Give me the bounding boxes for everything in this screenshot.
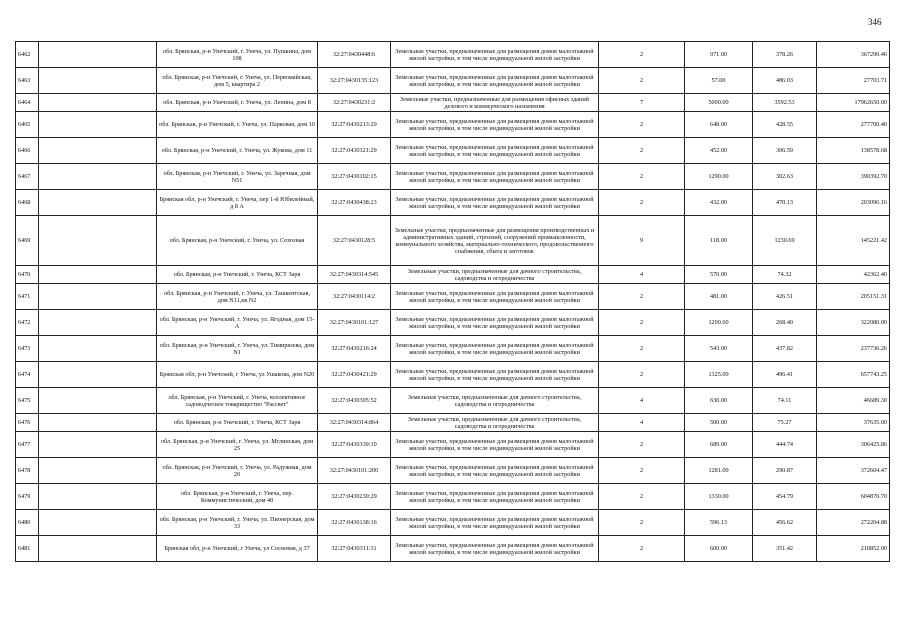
row-cadastral-number: 32:27:0430101:127: [318, 310, 391, 336]
row-cadastral-value: 372604.47: [817, 458, 890, 484]
table-row: [16, 68, 890, 94]
row-cadastral-value: 277700.40: [817, 112, 890, 138]
table-row: [16, 536, 890, 562]
row-blank-cell: [39, 112, 157, 138]
row-land-use: Земельные участки, предназначенные для размещения домов малоэтажной жилой застройки, в том числе индивидуальной жилой застройки: [391, 362, 599, 388]
row-specific-value: 306.59: [753, 138, 817, 164]
row-area: 1325.00: [685, 362, 753, 388]
row-land-use: Земельные участки, предназначенные для размещения домов малоэтажной жилой застройки, в том числе индивидуальной жилой застройки: [391, 536, 599, 562]
row-area: 543.00: [685, 336, 753, 362]
row-blank-cell: [39, 164, 157, 190]
row-address: обл. Брянская, р-н Унечский, г. Унеча, ул. Парковая, дом 10: [157, 112, 318, 138]
row-specific-value: 378.26: [753, 42, 817, 68]
table-row: [16, 414, 890, 432]
row-cadastral-value: 46689.30: [817, 388, 890, 414]
row-use-group: 2: [599, 484, 685, 510]
row-area: 500.00: [685, 414, 753, 432]
row-use-group: 2: [599, 432, 685, 458]
row-area: 1200.00: [685, 310, 753, 336]
table-row: [16, 266, 890, 284]
row-land-use: Земельные участки, предназначенные для размещения домов малоэтажной жилой застройки, в том числе индивидуальной жилой застройки: [391, 42, 599, 68]
table-row: [16, 216, 890, 266]
row-cadastral-value: 27703.71: [817, 68, 890, 94]
row-cadastral-value: 657743.25: [817, 362, 890, 388]
row-address: обл. Брянская, р-н Унечский, г. Унеча, ул. Ленина, дом 8: [157, 94, 318, 112]
row-address: обл. Брянская, р-н Унечский, г. Унеча, КСТ Заря: [157, 266, 318, 284]
row-use-group: 2: [599, 138, 685, 164]
row-area: 1330.00: [685, 484, 753, 510]
row-cadastral-number: 32:27:0430128:5: [318, 216, 391, 266]
row-area: 689.00: [685, 432, 753, 458]
row-specific-value: 428.55: [753, 112, 817, 138]
row-use-group: 7: [599, 94, 685, 112]
row-cadastral-value: 322080.00: [817, 310, 890, 336]
row-cadastral-number: 32:27:0430216:24: [318, 336, 391, 362]
row-land-use: Земельные участки, предназначенные для дачного строительства, садоводства и огородничества: [391, 388, 599, 414]
row-number: 6468: [16, 190, 39, 216]
row-cadastral-value: 237736.26: [817, 336, 890, 362]
table-row: [16, 362, 890, 388]
table-row: [16, 484, 890, 510]
row-cadastral-number: 32:27:0430305:52: [318, 388, 391, 414]
row-cadastral-number: 32:27:0430438:23: [318, 190, 391, 216]
row-cadastral-value: 138578.68: [817, 138, 890, 164]
row-use-group: 2: [599, 362, 685, 388]
table-row: [16, 164, 890, 190]
row-number: 6466: [16, 138, 39, 164]
row-area: 596.13: [685, 510, 753, 536]
row-area: 600.00: [685, 536, 753, 562]
row-land-use: Земельные участки, предназначенные для размещения производственных и административных зданий, строений, сооружений промышленности, коммунального хозяйства, материально-технического, продовольственного снабжения, сбыта и заготовок: [391, 216, 599, 266]
row-cadastral-number: 32:27:0430321:29: [318, 138, 391, 164]
row-area: 630.00: [685, 388, 753, 414]
row-land-use: Земельные участки, предназначенные для размещения домов малоэтажной жилой застройки, в том числе индивидуальной жилой застройки: [391, 510, 599, 536]
row-cadastral-number: 32:27:0430213:29: [318, 112, 391, 138]
row-address: обл. Брянская, р-н Унечский, г. Унеча, ул. Жукова, дом 11: [157, 138, 318, 164]
row-number: 6463: [16, 68, 39, 94]
row-specific-value: 74.11: [753, 388, 817, 414]
row-area: 5000.00: [685, 94, 753, 112]
row-number: 6464: [16, 94, 39, 112]
row-use-group: 4: [599, 266, 685, 284]
row-blank-cell: [39, 458, 157, 484]
row-blank-cell: [39, 310, 157, 336]
row-use-group: 2: [599, 310, 685, 336]
row-address: обл. Брянская, р-н Унечский, г. Унеча, ул. Пушкина, дом 108: [157, 42, 318, 68]
row-cadastral-value: 17962650.00: [817, 94, 890, 112]
table-row: [16, 458, 890, 484]
row-area: 570.00: [685, 266, 753, 284]
row-cadastral-number: 32:27:0430314:864: [318, 414, 391, 432]
row-number: 6462: [16, 42, 39, 68]
row-specific-value: 302.63: [753, 164, 817, 190]
row-number: 6473: [16, 336, 39, 362]
row-number: 6477: [16, 432, 39, 458]
row-cadastral-value: 367290.46: [817, 42, 890, 68]
row-cadastral-number: 32:27:0430230:29: [318, 484, 391, 510]
row-cadastral-number: 32:27:0430339:10: [318, 432, 391, 458]
row-specific-value: 456.62: [753, 510, 817, 536]
row-cadastral-value: 145221.42: [817, 216, 890, 266]
row-specific-value: 437.82: [753, 336, 817, 362]
row-land-use: Земельные участки, предназначенные для размещения домов малоэтажной жилой застройки, в том числе индивидуальной жилой застройки: [391, 432, 599, 458]
row-number: 6475: [16, 388, 39, 414]
table-row: [16, 432, 890, 458]
table-row: [16, 284, 890, 310]
row-blank-cell: [39, 362, 157, 388]
row-number: 6479: [16, 484, 39, 510]
row-address: обл. Брянская, р-н Унечский, г. Унеча, коллективное садоводческое товарищество "Рассвет": [157, 388, 318, 414]
row-use-group: 2: [599, 458, 685, 484]
row-use-group: 2: [599, 42, 685, 68]
row-area: 1290.00: [685, 164, 753, 190]
row-cadastral-number: 32:27:0430138:16: [318, 510, 391, 536]
row-blank-cell: [39, 414, 157, 432]
row-cadastral-number: 32:27:0430311:31: [318, 536, 391, 562]
row-number: 6467: [16, 164, 39, 190]
row-specific-value: 496.41: [753, 362, 817, 388]
row-area: 1281.00: [685, 458, 753, 484]
row-blank-cell: [39, 336, 157, 362]
row-cadastral-value: 205151.31: [817, 284, 890, 310]
row-number: 6471: [16, 284, 39, 310]
row-land-use: Земельные участки, предназначенные для дачного строительства, садоводства и огородничества: [391, 266, 599, 284]
row-area: 452.00: [685, 138, 753, 164]
row-cadastral-number: 32:27:0430102:15: [318, 164, 391, 190]
row-address: обл. Брянская, р-н Унечский, г. Унеча, ул. Тимирязева, дом N1: [157, 336, 318, 362]
table-row: [16, 336, 890, 362]
table-row: [16, 42, 890, 68]
row-specific-value: 1230.69: [753, 216, 817, 266]
row-blank-cell: [39, 536, 157, 562]
row-cadastral-number: 32:27:0430231:2: [318, 94, 391, 112]
row-blank-cell: [39, 388, 157, 414]
row-blank-cell: [39, 484, 157, 510]
row-use-group: 2: [599, 284, 685, 310]
table-body: [16, 42, 890, 562]
row-area: 118.00: [685, 216, 753, 266]
table-row: [16, 388, 890, 414]
row-cadastral-number: 32:27:0430114:2: [318, 284, 391, 310]
row-area: 971.00: [685, 42, 753, 68]
row-cadastral-number: 32:27:0430135:123: [318, 68, 391, 94]
row-use-group: 2: [599, 536, 685, 562]
row-number: 6474: [16, 362, 39, 388]
row-address: Брянская обл, р-н Унечский, г. Унеча, пер 1-й Юбилейный, д 8 А: [157, 190, 318, 216]
row-use-group: 2: [599, 336, 685, 362]
row-blank-cell: [39, 94, 157, 112]
row-cadastral-number: 32:27:0430101:200: [318, 458, 391, 484]
page-number: 346: [868, 17, 882, 27]
cadastral-value-table: [15, 41, 890, 562]
row-number: 6465: [16, 112, 39, 138]
row-cadastral-value: 210852.00: [817, 536, 890, 562]
row-specific-value: 290.87: [753, 458, 817, 484]
row-use-group: 9: [599, 216, 685, 266]
row-use-group: 2: [599, 112, 685, 138]
row-cadastral-value: 37635.00: [817, 414, 890, 432]
row-specific-value: 74.32: [753, 266, 817, 284]
row-address: обл. Брянская, р-н Унечский, г. Унеча, ул. Ягодная, дом 15-А: [157, 310, 318, 336]
row-land-use: Земельные участки, предназначенные для размещения домов малоэтажной жилой застройки, в том числе индивидуальной жилой застройки: [391, 484, 599, 510]
row-blank-cell: [39, 42, 157, 68]
row-use-group: 4: [599, 414, 685, 432]
row-land-use: Земельные участки, предназначенные для размещения домов малоэтажной жилой застройки, в том числе индивидуальной жилой застройки: [391, 190, 599, 216]
row-number: 6470: [16, 266, 39, 284]
row-area: 481.00: [685, 284, 753, 310]
row-blank-cell: [39, 510, 157, 536]
row-land-use: Земельные участки, предназначенные для размещения домов малоэтажной жилой застройки, в том числе индивидуальной жилой застройки: [391, 310, 599, 336]
row-cadastral-value: 604870.70: [817, 484, 890, 510]
row-use-group: 2: [599, 164, 685, 190]
row-land-use: Земельные участки, предназначенные для размещения домов малоэтажной жилой застройки, в том числе индивидуальной жилой застройки: [391, 284, 599, 310]
row-use-group: 2: [599, 190, 685, 216]
row-cadastral-value: 390392.70: [817, 164, 890, 190]
row-specific-value: 75.27: [753, 414, 817, 432]
row-address: Брянская обл, р-н Унечский, г Унеча, ул Ушакова, дом N20: [157, 362, 318, 388]
row-cadastral-number: 32:27:0430421:29: [318, 362, 391, 388]
row-number: 6469: [16, 216, 39, 266]
row-cadastral-number: 32:27:0430314:545: [318, 266, 391, 284]
row-specific-value: 454.79: [753, 484, 817, 510]
row-cadastral-value: 42362.40: [817, 266, 890, 284]
row-specific-value: 3592.53: [753, 94, 817, 112]
row-use-group: 2: [599, 510, 685, 536]
row-specific-value: 486.03: [753, 68, 817, 94]
row-address: обл. Брянская, р-н Унечский, г. Унеча, пер. Коммунистический, дом 40: [157, 484, 318, 510]
row-blank-cell: [39, 216, 157, 266]
row-land-use: Земельные участки, предназначенные для размещения домов малоэтажной жилой застройки, в том числе индивидуальной жилой застройки: [391, 68, 599, 94]
row-number: 6472: [16, 310, 39, 336]
row-blank-cell: [39, 190, 157, 216]
table-row: [16, 510, 890, 536]
row-area: 57.00: [685, 68, 753, 94]
row-number: 6478: [16, 458, 39, 484]
row-blank-cell: [39, 432, 157, 458]
row-cadastral-value: 272204.88: [817, 510, 890, 536]
row-land-use: Земельные участки, предназначенные для размещения домов малоэтажной жилой застройки, в том числе индивидуальной жилой застройки: [391, 336, 599, 362]
row-number: 6481: [16, 536, 39, 562]
row-specific-value: 426.51: [753, 284, 817, 310]
row-land-use: Земельные участки, предназначенные для дачного строительства, садоводства и огородничества: [391, 414, 599, 432]
row-blank-cell: [39, 284, 157, 310]
row-cadastral-value: 306425.86: [817, 432, 890, 458]
row-specific-value: 444.74: [753, 432, 817, 458]
table-row: [16, 94, 890, 112]
table-row: [16, 190, 890, 216]
row-address: обл. Брянская, р-н Унечский, г. Унеча, ул. Радужная, дом 20: [157, 458, 318, 484]
row-use-group: 2: [599, 68, 685, 94]
row-number: 6480: [16, 510, 39, 536]
row-area: 648.00: [685, 112, 753, 138]
row-address: обл. Брянская, р-н Унечский, г. Унеча, ул. Ташкентская, дом N11,кв.N2: [157, 284, 318, 310]
row-area: 432.00: [685, 190, 753, 216]
row-land-use: Земельные участки, предназначенные для размещения офисных зданий делового и коммерческого назначения: [391, 94, 599, 112]
row-specific-value: 351.42: [753, 536, 817, 562]
row-use-group: 4: [599, 388, 685, 414]
table-row: [16, 138, 890, 164]
row-land-use: Земельные участки, предназначенные для размещения домов малоэтажной жилой застройки, в том числе индивидуальной жилой застройки: [391, 164, 599, 190]
row-land-use: Земельные участки, предназначенные для размещения домов малоэтажной жилой застройки, в том числе индивидуальной жилой застройки: [391, 138, 599, 164]
row-address: обл. Брянская, р-н Унечский, г. Унеча, ул. Сохозная: [157, 216, 318, 266]
row-cadastral-value: 203096.16: [817, 190, 890, 216]
row-number: 6476: [16, 414, 39, 432]
row-specific-value: 470.13: [753, 190, 817, 216]
row-blank-cell: [39, 138, 157, 164]
row-specific-value: 268.40: [753, 310, 817, 336]
row-address: обл. Брянская, р-н Унечский, г. Унеча, ул. Пионерская, дом 33: [157, 510, 318, 536]
row-blank-cell: [39, 266, 157, 284]
row-address: Брянская обл, р-н Унечский, г Унеча, ул Сосновая, д 37: [157, 536, 318, 562]
row-address: обл. Брянская, р-н Унечский, г. Унеча, ул. Первомайская, дом 5, квартира 2: [157, 68, 318, 94]
row-address: обл. Брянская, р-н Унечский, г. Унеча, КСТ Заря: [157, 414, 318, 432]
table-row: [16, 112, 890, 138]
row-address: обл. Брянская, р-н Унечский, г. Унеча, ул. Мглинская, дом 25: [157, 432, 318, 458]
row-address: обл. Брянская, р-н Унечский, г. Унеча, ул. Заречная, дом N51: [157, 164, 318, 190]
row-land-use: Земельные участки, предназначенные для размещения домов малоэтажной жилой застройки, в том числе индивидуальной жилой застройки: [391, 458, 599, 484]
table-row: [16, 310, 890, 336]
row-blank-cell: [39, 68, 157, 94]
row-cadastral-number: 32:27:0430448:6: [318, 42, 391, 68]
row-land-use: Земельные участки, предназначенные для размещения домов малоэтажной жилой застройки, в том числе индивидуальной жилой застройки: [391, 112, 599, 138]
